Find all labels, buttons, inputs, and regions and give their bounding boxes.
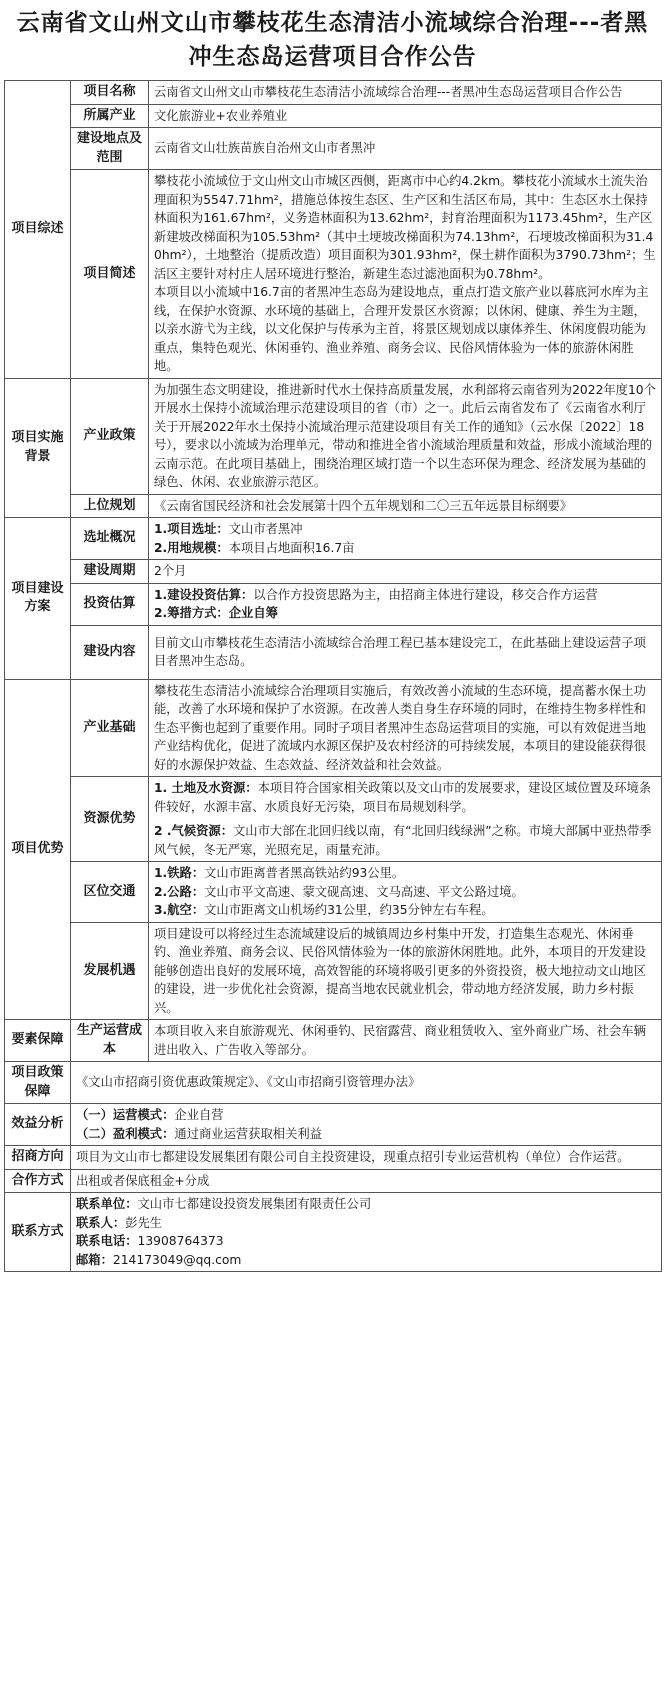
table-row <box>5 625 662 679</box>
value-period: 2个月 <box>149 560 662 584</box>
site-line-2-text: 本项目占地面积16.7亩 <box>228 540 355 555</box>
value-industry-base: 攀枝花生态清洁小流域综合治理项目实施后，有效改善小流域的生态环境，提高蓄水保土功能，改善了水环境和保护了水资源。在改善人类自身生存环境的同时，在维持生物多样性和生态平衡也起到了重要作用。同时子项目者黑冲生态岛运营项目的实施，可以有效促进当地产业结构优化，促进了流域内水源区保护及农村经济的可持续发展，本项目的建设能获得很好的水源保护效益、生态效益、经济效益和社会效益。 <box>149 679 662 777</box>
label-industry: 所属产业 <box>71 104 149 128</box>
table-row <box>5 494 662 518</box>
value-direction: 项目为文山市七都建设发展集团有限公司自主投资建设，现重点招引专业运营机构（单位）合作运营。 <box>71 1146 662 1170</box>
table-row <box>5 1020 662 1062</box>
table-row <box>5 679 662 777</box>
page-title: 云南省文山州文山市攀枝花生态清洁小流域综合治理---者黑冲生态岛运营项目合作公告 <box>16 10 649 70</box>
site-line-1-head: 1.项目选址： <box>154 522 229 536</box>
value-contact <box>71 1193 662 1272</box>
invest-line-1-head: 1.建设投资估算： <box>154 587 254 602</box>
contact-person-head: 联系人： <box>76 1215 126 1230</box>
value-project-name: 云南省文山州文山市攀枝花生态清洁小流域综合治理---者黑冲生态岛运营项目合作公告 <box>149 81 662 105</box>
section-direction: 招商方向 <box>5 1146 71 1170</box>
resource-line-1-head: 1. 土地及水资源： <box>154 781 258 795</box>
label-site: 选址概况 <box>71 518 149 560</box>
contact-email-text[interactable]: 214173049@qq.com <box>112 1252 242 1267</box>
label-industry-base: 产业基础 <box>71 679 149 777</box>
traffic-line-3-text: 文山市距离文山机场约31公里，约35分钟左右车程。 <box>204 903 494 917</box>
value-summary <box>149 170 662 379</box>
label-project-name: 项目名称 <box>71 81 149 105</box>
section-benefit: 效益分析 <box>5 1104 71 1146</box>
label-content: 建设内容 <box>71 625 149 679</box>
table-row <box>5 1169 662 1193</box>
table-row <box>5 1062 662 1104</box>
value-benefit <box>71 1104 662 1146</box>
traffic-line-2-text: 文山市平文高速、蒙文砚高速、文马高速、平文公路过境。 <box>204 884 524 899</box>
invest-line-2-text: 企业自筹 <box>228 606 278 620</box>
label-opportunity: 发展机遇 <box>71 922 149 1020</box>
section-factors: 要素保障 <box>5 1020 71 1062</box>
value-industry: 文化旅游业+农业养殖业 <box>149 104 662 128</box>
label-summary: 项目简述 <box>71 170 149 379</box>
resource-line-2-text: 文山市大部在北回归线以南，有“北回归线绿洲”之称。市境大部属中亚热带季风气候，冬无严寒，光照充足，雨量充沛。 <box>154 824 652 857</box>
section-contact: 联系方式 <box>5 1193 71 1272</box>
traffic-line-2-head: 2.公路： <box>154 884 205 899</box>
site-line-1-text: 文山市者黑冲 <box>228 522 303 536</box>
table-row <box>5 104 662 128</box>
value-content: 目前文山市攀枝花生态清洁小流域综合治理工程已基本建设完工，在此基础上建设运营子项目者黑冲生态岛。 <box>149 625 662 679</box>
traffic-line-1-text: 文山市距离普者黑高铁站约93公里。 <box>204 866 405 880</box>
value-industry-policy: 为加强生态文明建设，推进新时代水土保持高质量发展，水利部将云南省列为2022年度10个开展水土保持小流域治理示范建设项目的省（市）之一。此后云南省发布了《云南省水利厅关于开展2022年水土保持小流域治理示范建设项目有关工作的通知》（云水保〔2022〕18号），要求以小流域为治理单元，带动和推进全省小流域治理质量和效益，形成小流域治理的云南示范。在此项目基础上，围绕治理区域打造一个以生态环保为理念、经济发展为基础的绿色、休闲、农业旅游示范区。 <box>149 378 662 494</box>
invest-line-2-head: 2.筹措方式： <box>154 606 229 620</box>
benefit-line-1-text: 企业自营 <box>174 1108 224 1122</box>
section-construction: 项目建设方案 <box>5 518 71 680</box>
table-row <box>5 1193 662 1272</box>
table-row <box>5 378 662 494</box>
site-line-2-head: 2.用地规模： <box>154 540 229 555</box>
table-row <box>5 518 662 560</box>
benefit-line-2-text: 通过商业运营获取相关利益 <box>174 1126 322 1141</box>
label-industry-policy: 产业政策 <box>71 378 149 494</box>
section-advantage: 项目优势 <box>5 679 71 1020</box>
section-cooperation: 合作方式 <box>5 1169 71 1193</box>
value-cooperation: 出租或者保底租金+分成 <box>71 1169 662 1193</box>
project-info-table <box>4 80 662 1272</box>
table-row <box>5 1104 662 1146</box>
summary-paragraph-1: 攀枝花小流域位于文山州文山市城区西侧，距离市中心约4.2km。攀枝花小流域水土流失治理面积为5547.71hm²，措施总体按生态区、生产区和生活区布局，其中：生态区水土保持林面积为161.67hm²，义务造林面积为13.62hm²，封育治理面积为1173.45hm²，生产区新建坡改梯面积为105.53hm²（其中土埂坡改梯面积为74.13hm²，石埂坡改梯面积为31.40hm²），土地整治（提质改造）项目面积为301.93hm²，保土耕作面积为3790.73hm²；生活区主要针对村庄人居环境进行整治，新建生态过滤池面积为0.78hm²。 <box>154 174 656 281</box>
label-resource: 资源优势 <box>71 777 149 862</box>
value-investment <box>149 583 662 625</box>
benefit-line-1-head: （一）运营模式： <box>76 1108 175 1122</box>
table-row <box>5 862 662 923</box>
label-operating-cost: 生产运营成本 <box>71 1020 149 1062</box>
value-operating-cost: 本项目收入来自旅游观光、休闲垂钓、民宿露营、商业租赁收入、室外商业广场、社会车辆进出收入、广告收入等部分。 <box>149 1020 662 1062</box>
value-upper-plan: 《云南省国民经济和社会发展第十四个五年规划和二〇三五年远景目标纲要》 <box>149 494 662 518</box>
value-traffic <box>149 862 662 923</box>
table-row <box>5 560 662 584</box>
table-row <box>5 1146 662 1170</box>
benefit-line-2-head: （二）盈利模式： <box>76 1126 175 1141</box>
section-policy-guarantee: 项目政策保障 <box>5 1062 71 1104</box>
contact-person-text: 彭先生 <box>125 1215 163 1230</box>
table-row <box>5 777 662 862</box>
table-row <box>5 922 662 1020</box>
contact-unit-text: 文山市七都建设投资发展集团有限责任公司 <box>137 1197 372 1211</box>
traffic-line-3-head: 3.航空： <box>154 903 205 917</box>
value-resource <box>149 777 662 862</box>
invest-line-1-text: 以合作方投资思路为主，由招商主体进行建设，移交合作方运营 <box>253 587 598 602</box>
contact-email-head: 邮箱： <box>76 1252 113 1267</box>
value-site <box>149 518 662 560</box>
resource-line-2-head: 2 .气候资源： <box>154 824 233 838</box>
table-row <box>5 128 662 170</box>
label-traffic: 区位交通 <box>71 862 149 923</box>
value-opportunity: 项目建设可以将经过生态流域建设后的城镇周边乡村集中开发，打造集生态观光、休闲垂钓、渔业养殖、商务会议、民俗风情体验为一体的旅游休闲胜地。此外，本项目的开发建设能够创造出良好的发展环境，高效智能的环境将吸引更多的外资投资，极大地拉动文山地区的建设，进一步优化社会资源，提高当地农民就业机会，带动地方经济发展，助力乡村振兴。 <box>149 922 662 1020</box>
section-background: 项目实施背景 <box>5 378 71 518</box>
value-location: 云南省文山壮族苗族自治州文山市者黑冲 <box>149 128 662 170</box>
table-row <box>5 81 662 105</box>
traffic-line-1-head: 1.铁路： <box>154 866 205 880</box>
label-location: 建设地点及范围 <box>71 128 149 170</box>
contact-phone-head: 联系电话： <box>76 1234 138 1248</box>
table-row <box>5 170 662 379</box>
label-upper-plan: 上位规划 <box>71 494 149 518</box>
summary-paragraph-2: 本项目以小流域中16.7亩的者黑冲生态岛为建设地点，重点打造文旅产业以暮底河水库为主线，在保护水资源、水环境的基础上，合理开发景区水资源；以休闲、健康、养生为主题，以亲水游弋为主线，以文化保护与传承为主首，将景区规划成以康体养生、休闲度假功能为重点，集特色观光、休闲垂钓、渔业养殖、商务会议、民俗风情体验为一体的旅游休闲胜地。 <box>154 285 649 373</box>
resource-line-1-text: 本项目符合国家相关政策以及文山市的发展要求，建设区域位置及环境条件较好，水源丰富、水质良好无污染，项目布局规划科学。 <box>154 781 652 814</box>
value-policy-guarantee: 《文山市招商引资优惠政策规定》、《文山市招商引资管理办法》 <box>71 1062 662 1104</box>
label-investment: 投资估算 <box>71 583 149 625</box>
label-period: 建设周期 <box>71 560 149 584</box>
contact-phone-text: 13908764373 <box>137 1234 224 1248</box>
section-overview: 项目综述 <box>5 81 71 379</box>
contact-unit-head: 联系单位： <box>76 1197 138 1211</box>
table-row <box>5 583 662 625</box>
